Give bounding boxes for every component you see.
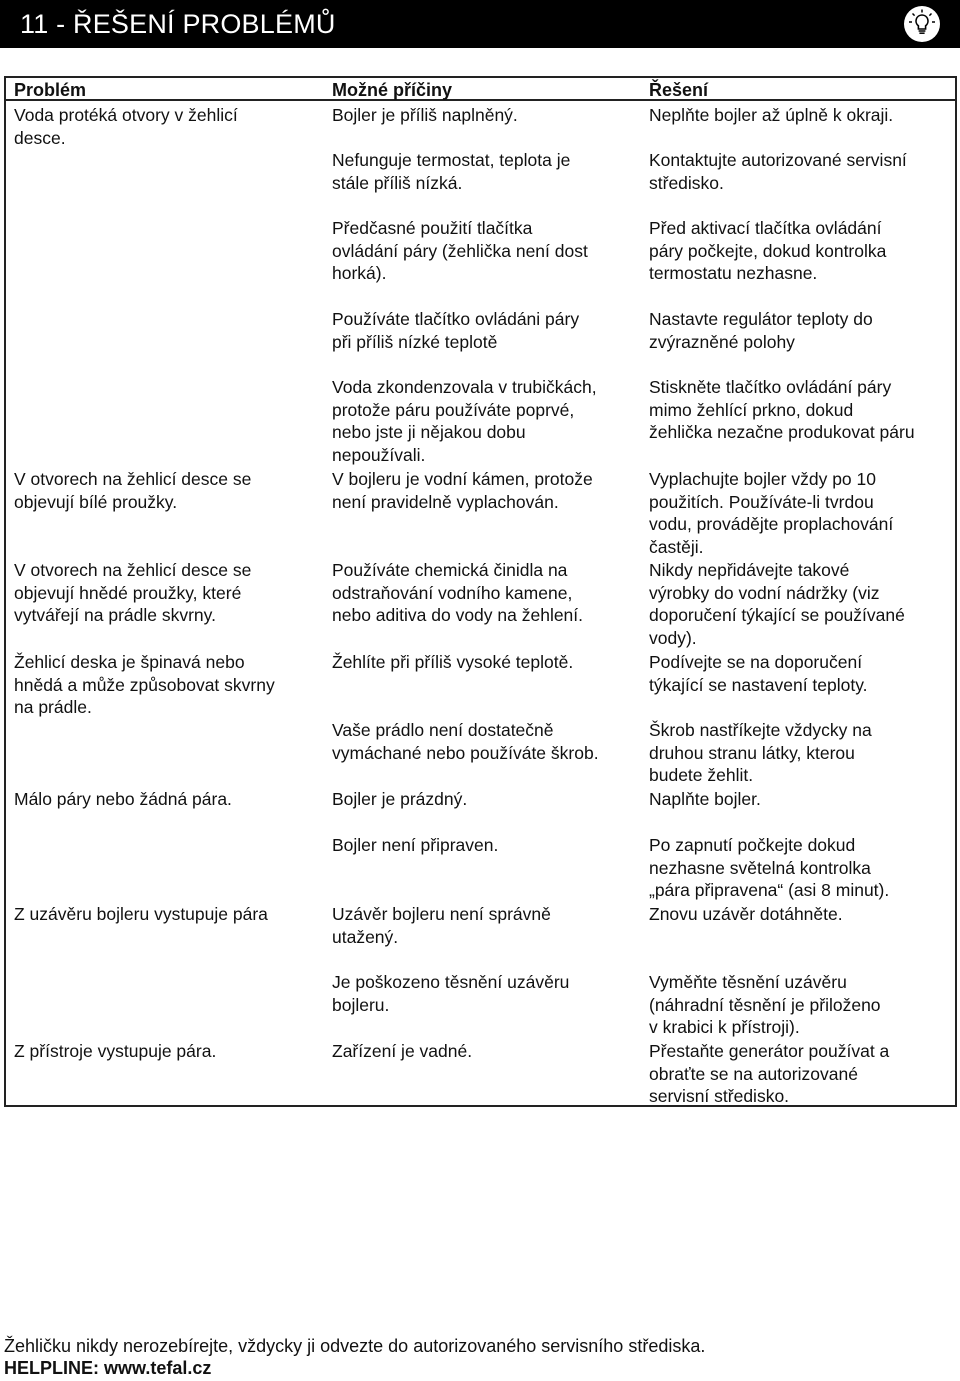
troubleshooting-table (4, 76, 957, 1107)
table-header-row (6, 78, 955, 101)
cause-cell: Předčasné použití tlačítka ovládání páry (žehlička není dost horká). (332, 218, 588, 284)
problem-cell: Málo páry nebo žádná pára. (14, 789, 232, 809)
problem-cell: V otvorech na žehlicí desce se objevují bílé proužky. (14, 469, 252, 512)
lightbulb-icon (902, 4, 942, 44)
cause-cell: Žehlíte při příliš vysoké teplotě. (332, 652, 574, 672)
footer-note: Žehličku nikdy nerozebírejte, vždycky ji odvezte do autorizovaného servisního střediska. (4, 1336, 706, 1356)
cause-cell: Uzávěr bojleru není správně utažený. (332, 904, 551, 947)
cause-cell: Bojler je prázdný. (332, 789, 468, 809)
problem-cell: Z přístroje vystupuje pára. (14, 1041, 217, 1061)
solution-cell: Přestaňte generátor používat a obraťte se na autorizované servisní středisko. (649, 1041, 890, 1107)
helpline: HELPLINE: www.tefal.cz (4, 1358, 212, 1378)
solution-cell: Po zapnutí počkejte dokud nezhasne světelná kontrolka „pára připravena“ (asi 8 minut). (649, 835, 890, 901)
cause-cell: V bojleru je vodní kámen, protože není pravidelně vyplachován. (332, 469, 593, 512)
page-title: 11 - ŘEŠENÍ PROBLÉMŮ (20, 9, 336, 39)
solution-cell: Vyplachujte bojler vždy po 10 použitích. Používáte-li tvrdou vodu, provádějte proplachování častěji. (649, 469, 894, 557)
header-causes: Možné příčiny (332, 80, 453, 100)
solution-cell: Vyměňte těsnění uzávěru (náhradní těsnění je přiloženo v krabici k přístroji). (649, 972, 881, 1038)
solution-cell: Kontaktujte autorizované servisní středisko. (649, 150, 907, 193)
cause-cell: Voda zkondenzovala v trubičkách, protože páru používáte poprvé, nebo jste ji nějakou dobu nepoužívali. (332, 377, 597, 465)
cause-cell: Vaše prádlo není dostatečně vymáchané nebo používáte škrob. (332, 720, 599, 763)
solution-cell: Nikdy nepřidávejte takové výrobky do vodní nádržky (viz doporučení týkající se používané vody). (649, 560, 905, 648)
solution-cell: Nastavte regulátor teploty do zvýrazněné polohy (649, 309, 873, 352)
title-bar (0, 0, 960, 48)
solution-cell: Naplňte bojler. (649, 789, 761, 809)
cause-cell: Používáte chemická činidla na odstraňování vodního kamene, nebo aditiva do vody na žehlení. (332, 560, 584, 626)
solution-cell: Stiskněte tlačítko ovládání páry mimo žehlící prkno, dokud žehlička nezačne produkovat páru (649, 377, 915, 443)
solution-cell: Škrob nastříkejte vždycky na druhou stranu látky, kterou budete žehlit. (649, 720, 872, 786)
header-solution: Řešení (649, 80, 709, 100)
solution-cell: Znovu uzávěr dotáhněte. (649, 904, 843, 924)
solution-cell: Podívejte se na doporučení týkající se nastavení teploty. (649, 652, 868, 695)
header-problem: Problém (14, 80, 87, 100)
cause-cell: Je poškozeno těsnění uzávěru bojleru. (332, 972, 570, 1015)
cause-cell: Zařízení je vadné. (332, 1041, 473, 1061)
problem-cell: Voda protéká otvory v žehlicí desce. (14, 105, 238, 148)
solution-cell: Před aktivací tlačítka ovládání páry počkejte, dokud kontrolka termostatu nezhasne. (649, 218, 887, 284)
problem-cell: Žehlicí deska je špinavá nebo hnědá a může způsobovat skvrny na prádle. (14, 652, 275, 718)
problem-cell: V otvorech na žehlicí desce se objevují hnědé proužky, které vytvářejí na prádle skvrny. (14, 560, 252, 626)
cause-cell: Bojler je příliš naplněný. (332, 105, 518, 125)
solution-cell: Neplňte bojler až úplně k okraji. (649, 105, 894, 125)
problem-cell: Z uzávěru bojleru vystupuje pára (14, 904, 268, 924)
cause-cell: Bojler není připraven. (332, 835, 499, 855)
cause-cell: Používáte tlačítko ovládáni páry při příliš nízké teplotě (332, 309, 580, 352)
cause-cell: Nefunguje termostat, teplota je stále příliš nízká. (332, 150, 571, 193)
